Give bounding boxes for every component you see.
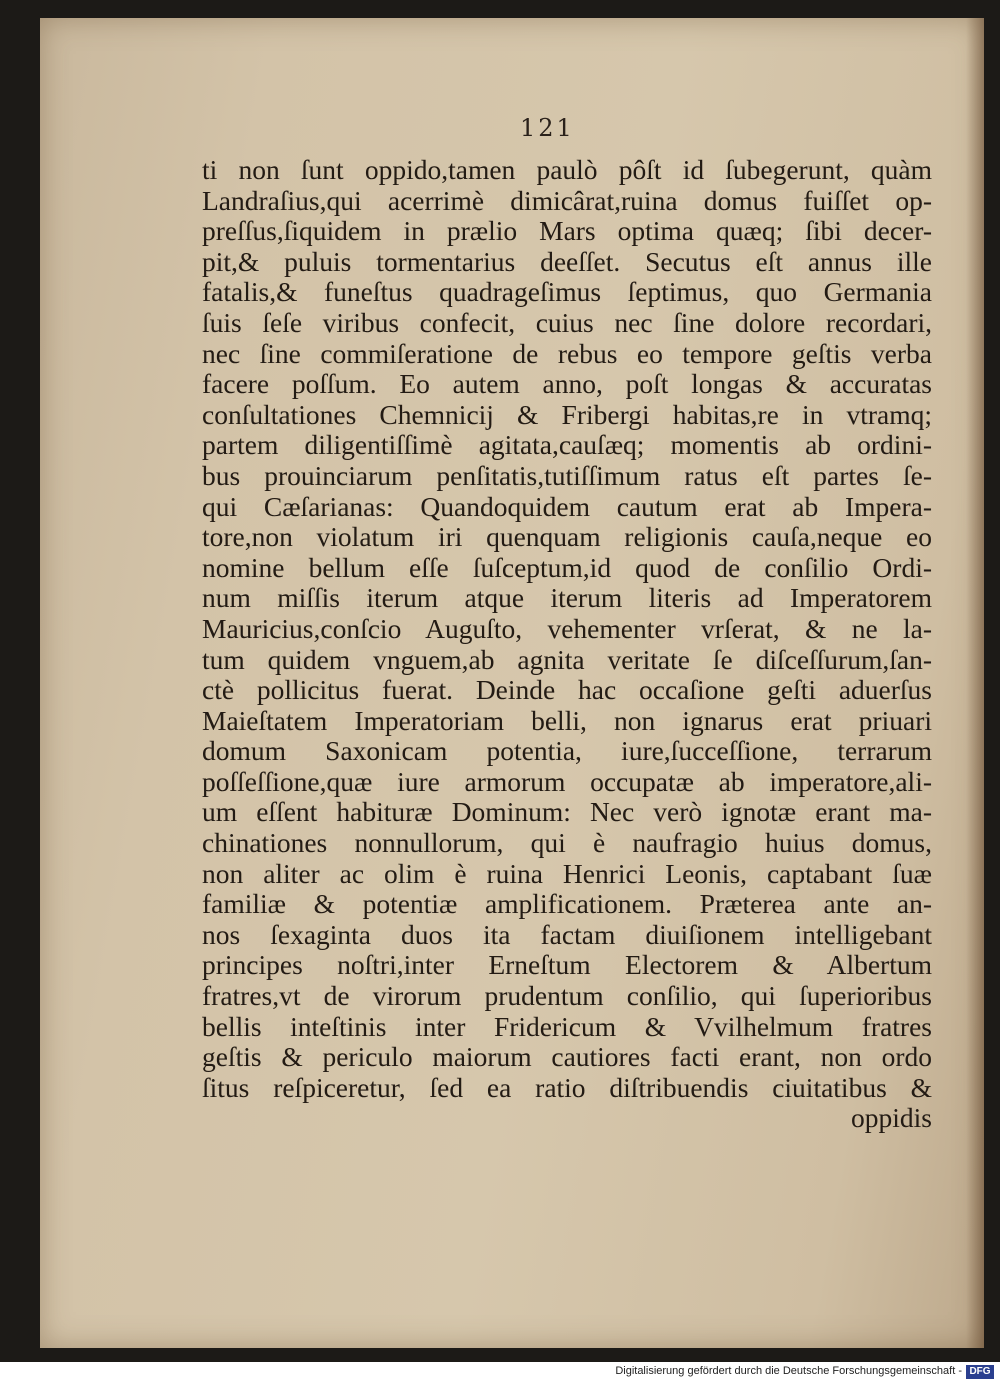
text-line: num miſſis iterum atque iterum literis ad Imperatorem [202, 582, 932, 614]
text-line: tore,non violatum iri quenquam religionis cauſa,neque eo [202, 521, 932, 553]
text-line: bellis inteſtinis inter Fridericum & Vvilhelmum fratres [202, 1010, 932, 1042]
text-line: non aliter ac olim è ruina Henrici Leonis, captabant ſuæ [202, 857, 932, 889]
text-line: fratres,vt de virorum prudentum conſilio, qui ſuperioribus [202, 980, 932, 1012]
text-line: conſultationes Chemnicij & Fribergi habitas,re in vtramq; [202, 398, 932, 430]
latin-text-body [202, 155, 932, 1134]
text-line: geſtis & periculo maiorum cautiores facti erant, non ordo [202, 1041, 932, 1073]
text-line: poſſeſſione,quæ iure armorum occupatæ ab imperatore,ali- [202, 765, 932, 797]
text-line: pit,& puluis tormentarius deeſſet. Secutus eſt annus ille [202, 245, 932, 277]
text-line: ſitus reſpiceretur, ſed ea ratio diſtribuendis ciuitatibus & [202, 1071, 932, 1103]
footer-bar [0, 1362, 1000, 1383]
text-line: domum Saxonicam potentia, iure,ſucceſſione, terrarum [202, 735, 932, 767]
text-line: bus prouinciarum penſitatis,tutiſſimum ratus eſt partes ſe- [202, 459, 932, 491]
catchword: oppidis [851, 1102, 932, 1134]
text-line: ti non ſunt oppido,tamen paulò pôſt id ſubegerunt, quàm [202, 154, 932, 185]
digitization-credit: Digitalisierung gefördert durch die Deutsche Forschungsgemeinschaft - [615, 1365, 962, 1377]
text-line: nomine bellum eſſe ſuſceptum,id quod de conſilio Ordi- [202, 551, 932, 583]
text-line: ctè pollicitus fuerat. Deinde hac occaſione geſti aduerſus [202, 674, 932, 706]
text-line: Maieſtatem Imperatoriam belli, non ignarus erat priuari [202, 704, 932, 736]
text-line: facere poſſum. Eo autem anno, poſt longas & accuratas [202, 368, 932, 400]
text-line: Mauricius,conſcio Auguſto, vehementer vrſerat, & ne la- [202, 612, 932, 644]
text-line: um eſſent habituræ Dominum: Nec verò ignotæ erant ma- [202, 796, 932, 828]
text-line: fatalis,& funeſtus quadrageſimus ſeptimus, quo Germania [202, 276, 932, 308]
text-line: familiæ & potentiæ amplificationem. Præterea ante an- [202, 888, 932, 920]
text-line: tum quidem vnguem,ab agnita veritate ſe diſceſſurum,ſan- [202, 643, 932, 675]
text-line: Landraſius,qui acerrimè dimicârat,ruina domus fuiſſet op- [202, 184, 932, 216]
text-line: chinationes nonnullorum, qui è naufragio huius domus, [202, 827, 932, 859]
dfg-logo-icon: DFG [966, 1365, 994, 1379]
text-line: preſſus,ſiquidem in prælio Mars optima quæq; ſibi decer- [202, 215, 932, 247]
text-line: qui Cæſarianas: Quandoquidem cautum erat ab Impera- [202, 490, 932, 522]
text-line: nec ſine commiſeratione de rebus eo tempore geſtis verba [202, 337, 932, 369]
page-number: 121 [520, 114, 575, 142]
text-line: ſuis ſeſe viribus confecit, cuius nec ſine dolore recordari, [202, 306, 932, 338]
text-line: principes noſtri,inter Erneſtum Electorem & Albertum [202, 949, 932, 981]
text-line: nos ſexaginta duos ita factam diuiſionem intelligebant [202, 918, 932, 950]
page-edge-shadow [966, 18, 984, 1348]
text-line: partem diligentiſſimè agitata,cauſæq; momentis ab ordini- [202, 429, 932, 461]
